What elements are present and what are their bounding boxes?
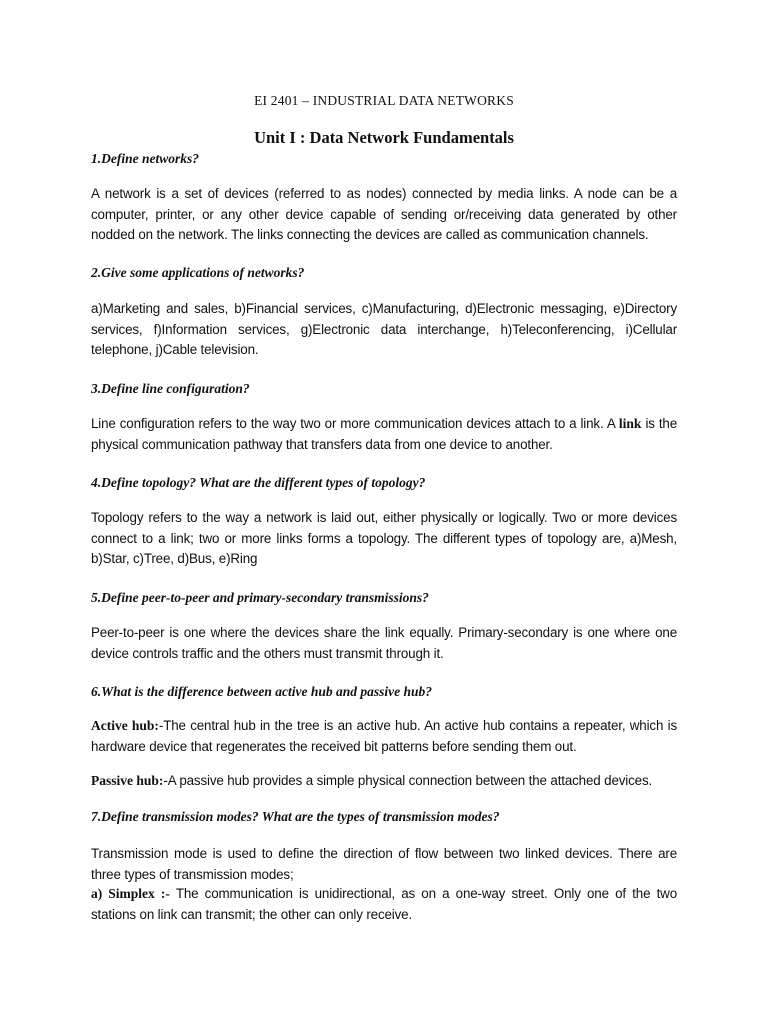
active-hub-label: Active hub: bbox=[91, 718, 159, 733]
answer-3 bbox=[91, 414, 677, 455]
simplex-label: a) Simplex :- bbox=[91, 886, 170, 901]
question-3: 3.Define line configuration? bbox=[91, 381, 250, 396]
answer-4: Topology refers to the way a network is laid out, either physically or logically. Two or more devices connect to a link; two or more links forms a topology. The different types of topology are, a)Mesh, b)Star, c)Tree, d)Bus, e)Ring bbox=[91, 510, 677, 567]
question-1: 1.Define networks? bbox=[91, 151, 199, 166]
answer-5: Peer-to-peer is one where the devices share the link equally. Primary-secondary is one where one device controls traffic and the others must transmit through it. bbox=[91, 625, 677, 661]
question-7: 7.Define transmission modes? What are the types of transmission modes? bbox=[91, 809, 500, 824]
answer-1: A network is a set of devices (referred to as nodes) connected by media links. A node can be a computer, printer, or any other device capable of sending or/receiving data generated by other nodded on the network. The links connecting the devices are called as communication channels. bbox=[91, 186, 677, 243]
answer-6-passive-hub bbox=[91, 771, 677, 792]
answer-7-simplex bbox=[91, 884, 677, 925]
simplex-text: The communication is unidirectional, as on a one-way street. Only one of the two stations on link can transmit; the other can only receive. bbox=[91, 886, 678, 922]
question-5: 5.Define peer-to-peer and primary-secondary transmissions? bbox=[91, 590, 429, 605]
answer-2: a)Marketing and sales, b)Financial services, c)Manufacturing, d)Electronic messaging, e)Directory services, f)Information services, g)Electronic data interchange, h)Teleconferencing, i)Cellular telephone, j)Cable television. bbox=[91, 301, 677, 358]
question-4: 4.Define topology? What are the different types of topology? bbox=[91, 475, 426, 490]
answer-6-active-hub bbox=[91, 716, 677, 757]
course-header: EI 2401 – INDUSTRIAL DATA NETWORKS bbox=[254, 93, 514, 108]
passive-hub-text: -A passive hub provides a simple physical connection between the attached devices. bbox=[163, 773, 653, 788]
answer-7: Transmission mode is used to define the direction of flow between two linked devices. There are three types of transmission modes; bbox=[91, 846, 677, 882]
answer-3-text-before: Line configuration refers to the way two or more communication devices attach to a link. A bbox=[91, 416, 619, 431]
answer-3-link-term: link bbox=[618, 416, 642, 431]
answer-3-text-after: is the physical communication pathway that transfers data from one device to another. bbox=[91, 416, 677, 452]
question-2: 2.Give some applications of networks? bbox=[91, 265, 305, 280]
passive-hub-label: Passive hub: bbox=[91, 773, 164, 788]
active-hub-text: -The central hub in the tree is an active hub. An active hub contains a repeater, which is hardware device that regenerates the received bit patterns before sending them out. bbox=[91, 718, 678, 754]
unit-title: Unit I : Data Network Fundamentals bbox=[254, 128, 514, 147]
question-6: 6.What is the difference between active hub and passive hub? bbox=[91, 684, 432, 699]
